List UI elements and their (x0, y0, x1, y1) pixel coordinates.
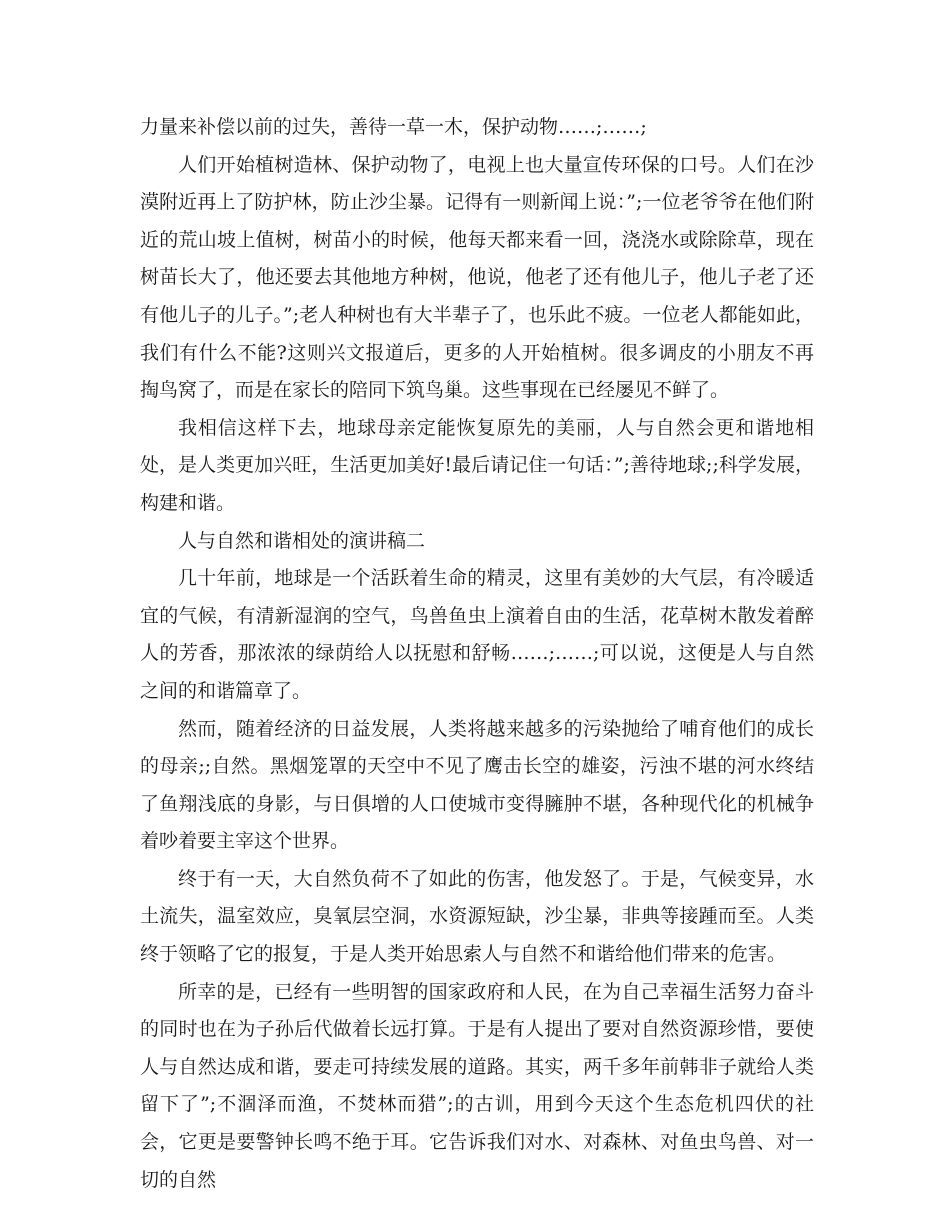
paragraph-pollution: 然而，随着经济的日益发展，人类将越来越多的污染抛给了哺育他们的成长的母亲;;自然。黑烟笼罩的天空中不见了鹰击长空的雄姿，污浊不堪的河水终结了鱼翔浅底的身影，与日俱增的人口使城市变得臃肿不堪，各种现代化的机械争着吵着要主宰这个世界。 (140, 717, 814, 853)
paragraph-conclusion: 我相信这样下去，地球母亲定能恢复原先的美丽，人与自然会更和谐地相处，是人类更加兴旺，生活更加美好!最后请记住一句话：”;善待地球;;科学发展，构建和谐。 (140, 416, 814, 514)
paragraph-tree-planting: 人们开始植树造林、保护动物了，电视上也大量宣传环保的口号。人们在沙漠附近再上了防护林，防止沙尘暴。记得有一则新闻上说：”;一位老爷爷在他们附近的荒山坡上值树，树苗小的时候，他每天都来看一回，浇浇水或除除草，现在树苗长大了，他还要去其他地方种树，他说，他老了还有他儿子，他儿子老了还有他儿子的儿子。”;老人种树也有大半辈子了，也乐此不疲。一位老人都能如此，我们有什么不能?这则兴文报道后，更多的人开始植树。很多调皮的小朋友不再掏鸟窝了，而是在家长的陪同下筑鸟巢。这些事现在已经屡见不鲜了。 (140, 153, 814, 402)
paragraph-past-earth: 几十年前，地球是一个活跃着生命的精灵，这里有美妙的大气层，有冷暖适宜的气候，有清新湿润的空气，鸟兽鱼虫上演着自由的生活，花草树木散发着醉人的芳香，那浓浓的绿荫给人以抚慰和舒畅……;……;可以说，这便是人与自然之间的和谐篇章了。 (140, 567, 814, 702)
section-title: 人与自然和谐相处的演讲稿二 (178, 529, 426, 552)
document-body (140, 109, 814, 1199)
paragraph-nature-anger: 终于有一天，大自然负荷不了如此的伤害，他发怒了。于是，气候变异，水土流失，温室效应，臭氧层空洞，水资源短缺，沙尘暴，非典等接踵而至。人类终于领略了它的报复，于是人类开始思索人与自然不和谐给他们带来的危害。 (140, 867, 814, 966)
paragraph-continuation: 力量来补偿以前的过失，善待一草一木，保护动物……;……; (140, 116, 647, 138)
paragraph-sustainable: 所幸的是，已经有一些明智的国家政府和人民，在为自己幸福生活努力奋斗的同时也在为子孙后代做着长远打算。于是有人提出了要对自然资源珍惜，要使人与自然达成和谐，要走可持续发展的道路。其实，两千多年前韩非子就给人类留下了”;不涸泽而渔，不焚林而猎”;的古训，用到今天这个生态危机四伏的社会，它更是要警钟长鸣不绝于耳。它告诉我们对水、对森林、对鱼虫鸟兽、对一切的自然 (140, 980, 814, 1191)
